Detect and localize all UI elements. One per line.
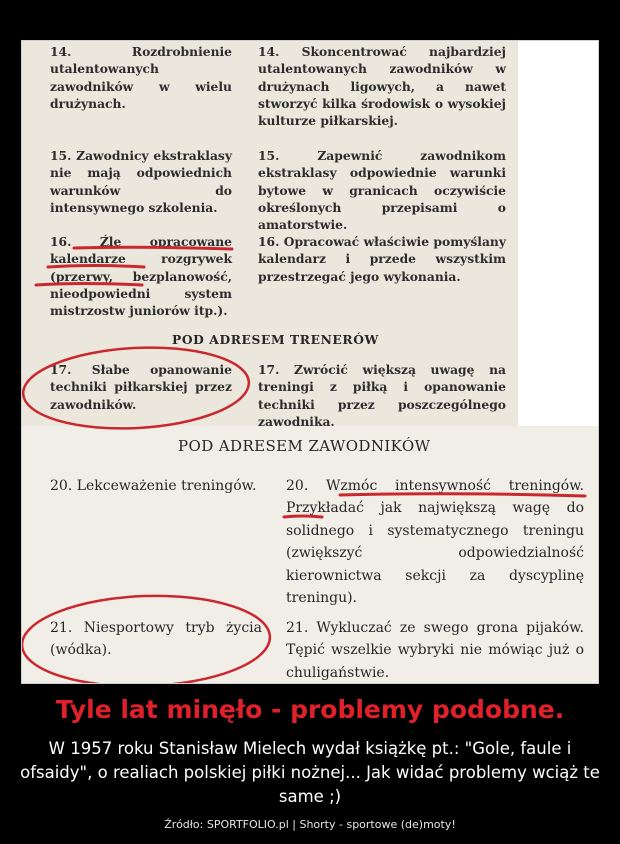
caption-description: W 1957 roku Stanisław Mielech wydał książkę pt.: "Gole, faule i ofsaidy", o realiach polskiej piłki nożnej... Jak widać problemy wciąż te same ;) bbox=[20, 739, 600, 806]
item-16-underlined-calendar: Źle opracowane kalendarze rozgrywek bbox=[50, 234, 232, 267]
book-scan-image bbox=[21, 40, 599, 684]
item-16-suffix: nieodpowiedni system mistrzostw juniorów itp.). bbox=[50, 285, 232, 319]
item-16-problem bbox=[50, 233, 232, 319]
item-20-remedy bbox=[286, 475, 584, 609]
source-footer: Źródło: SPORTFOLIO.pl | Shorty - sportowe (de)moty! bbox=[164, 818, 456, 831]
item-20-underlined-intensity: Wzmóc intensywność treningów. bbox=[326, 478, 584, 494]
item-16-middle: (przerwy, bbox=[50, 268, 133, 284]
item-15-problem: 15. Zawodnicy ekstraklasy nie mają odpowiednich warunków do intensywnego szkolenia. bbox=[50, 148, 232, 215]
item-20-suffix: Przykładać jak największą wagę do solidnego i systematycznego treningu (zwiększyć odpowiedzialność kierownictwa sekcji za dyscyplinę treningu). bbox=[286, 500, 584, 607]
item-14-remedy: 14. Skoncentrować najbardziej utalentowanych zawodników w drużynach ligowych, a nawet stworzyć kilka środowisk o wysokiej kulturze piłkarskiej. bbox=[258, 44, 506, 129]
item-20-problem: 20. Lekceważenie treningów. bbox=[50, 478, 257, 494]
item-21-problem: 21. Niesportowy tryb życia (wódka). bbox=[50, 620, 262, 659]
item-16-prefix: 16. bbox=[50, 234, 100, 249]
item-15-remedy: 15. Zapewnić zawodnikom ekstraklasy odpowiednie warunki bytowe w granicach oczywiście określonych przepisami o amatorstwie. bbox=[258, 148, 506, 233]
section-heading-trainers: POD ADRESEM TRENERÓW bbox=[172, 332, 379, 347]
section-heading-players: POD ADRESEM ZAWODNIKÓW bbox=[178, 437, 431, 455]
item-16-underlined-planlessness: bezplanowość, bbox=[132, 268, 232, 284]
item-16-remedy: 16. Opracować właściwie pomyślany kalendarz i przede wszystkim przestrzegać jego wykonania. bbox=[258, 234, 506, 284]
item-21-remedy: 21. Wykluczać ze swego grona pijaków. Tępić wszelkie wybryki nie mówiąc już o chuligaństwie. bbox=[286, 620, 584, 681]
item-20-prefix: 20. bbox=[286, 478, 326, 494]
item-17-remedy: 17. Zwrócić większą uwagę na treningi z piłką i opanowanie techniki przez poszczególnego zawodnika. bbox=[258, 362, 506, 429]
caption-title: Tyle lat minęło - problemy podobne. bbox=[55, 695, 565, 724]
item-14-problem: 14. Rozdrobnienie utalentowanych zawodników w wielu drużynach. bbox=[50, 44, 232, 111]
item-17-problem: 17. Słabe opanowanie techniki piłkarskiej przez zawodników. bbox=[50, 362, 232, 412]
